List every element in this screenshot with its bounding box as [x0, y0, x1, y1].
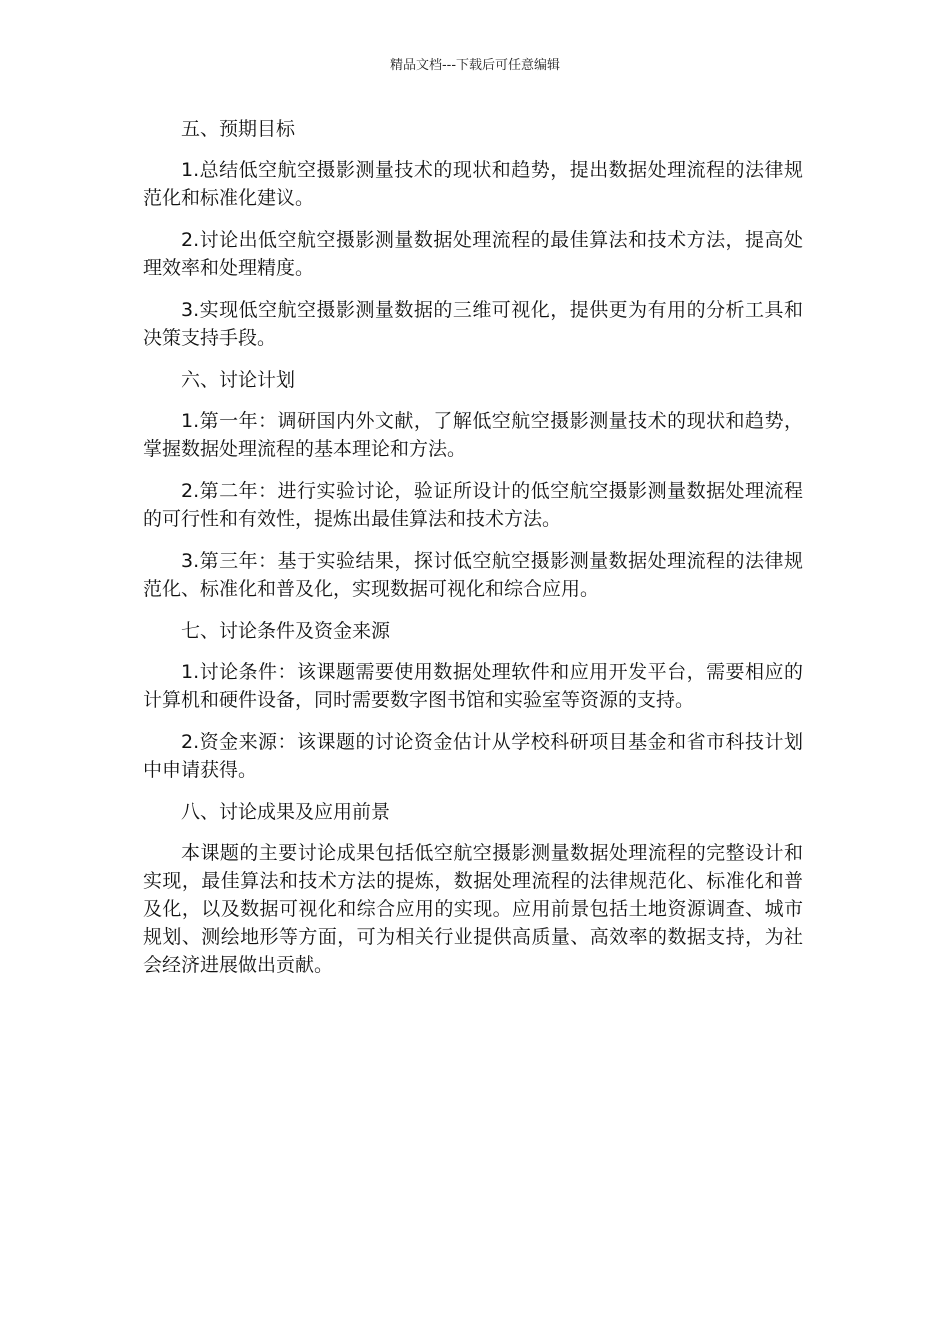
conditions-paragraph-2: 2.资金来源：该课题的讨论资金估计从学校科研项目基金和省市科技计划中申请获得。: [143, 731, 803, 781]
section-heading-plan: 六、讨论计划: [181, 369, 296, 391]
page-header: 精品文档---下载后可任意编辑: [389, 58, 561, 73]
goal-paragraph-1: 1.总结低空航空摄影测量技术的现状和趋势，提出数据处理流程的法律规范化和标准化建议。: [143, 159, 803, 209]
plan-paragraph-1: 1.第一年：调研国内外文献，了解低空航空摄影测量技术的现状和趋势，掌握数据处理流程的基本理论和方法。: [143, 410, 803, 460]
document-body: [143, 115, 803, 993]
section-heading-goals: 五、预期目标: [181, 118, 296, 140]
goal-paragraph-2: 2.讨论出低空航空摄影测量数据处理流程的最佳算法和技术方法，提高处理效率和处理精度。: [143, 229, 803, 279]
goal-paragraph-3: 3.实现低空航空摄影测量数据的三维可视化，提供更为有用的分析工具和决策支持手段。: [143, 299, 803, 349]
plan-paragraph-2: 2.第二年：进行实验讨论，验证所设计的低空航空摄影测量数据处理流程的可行性和有效性，提炼出最佳算法和技术方法。: [143, 480, 803, 530]
section-heading-results: 八、讨论成果及应用前景: [181, 801, 391, 823]
section-heading-conditions: 七、讨论条件及资金来源: [181, 620, 391, 642]
plan-paragraph-3: 3.第三年：基于实验结果，探讨低空航空摄影测量数据处理流程的法律规范化、标准化和普及化，实现数据可视化和综合应用。: [143, 550, 803, 600]
results-paragraph-1: 本课题的主要讨论成果包括低空航空摄影测量数据处理流程的完整设计和实现，最佳算法和技术方法的提炼，数据处理流程的法律规范化、标准化和普及化，以及数据可视化和综合应用的实现。应用前景包括土地资源调查、城市规划、测绘地形等方面，可为相关行业提供高质量、高效率的数据支持，为社会经济进展做出贡献。: [143, 842, 803, 976]
conditions-paragraph-1: 1.讨论条件：该课题需要使用数据处理软件和应用开发平台，需要相应的计算机和硬件设备，同时需要数字图书馆和实验室等资源的支持。: [143, 661, 803, 711]
